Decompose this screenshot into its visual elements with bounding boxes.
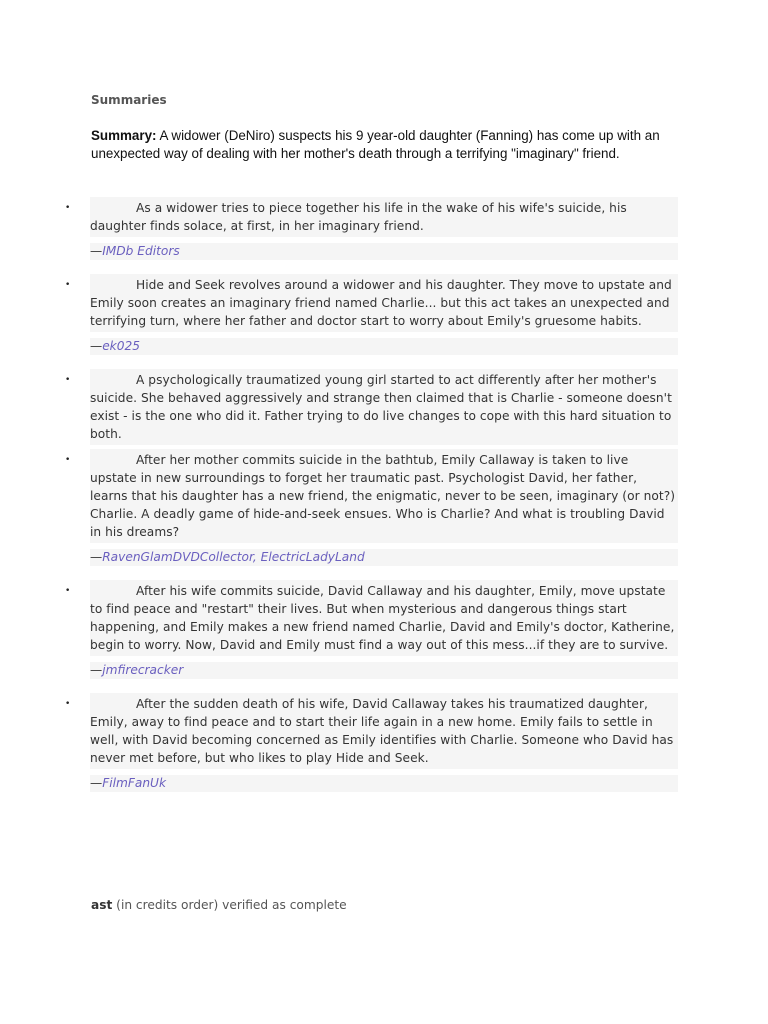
bullet-icon: •	[65, 699, 71, 709]
author-dash: —	[90, 776, 103, 790]
list-item	[0, 693, 768, 792]
list-item	[0, 369, 768, 445]
author-link[interactable]: FilmFanUk	[102, 776, 167, 790]
summary-paragraph-text: After her mother commits suicide in the bathtub, Emily Callaway is taken to live upstate in new surroundings to forget her traumatic past. Psychologist David, her father, learns that his daughter has a new friend, the enigmatic, never to be seen, imaginary (or not?) Charlie. A deadly game of hide-and-seek ensues. Who is Charlie? And what is troubling David in his dreams?	[90, 453, 676, 539]
summary-lead	[91, 127, 681, 162]
author-credit	[90, 338, 678, 355]
bullet-icon: •	[65, 203, 71, 213]
summary-paragraph	[90, 449, 678, 543]
bullet-icon: •	[65, 280, 71, 290]
summary-paragraph	[90, 197, 678, 237]
author-credit	[90, 662, 678, 679]
cast-heading	[91, 898, 347, 912]
author-credit	[90, 243, 678, 260]
summary-paragraph-text: After the sudden death of his wife, David Callaway takes his traumatized daughter, Emily, away to find peace and to start their life again in a new home. Emily fails to settle in well, with David becoming concerned as Emily identifies with Charlie. Someone who David has never met before, but who likes to play Hide and Seek.	[90, 697, 674, 765]
cast-heading-bold: ast	[91, 898, 113, 912]
bullet-icon: •	[65, 375, 71, 385]
author-dash: —	[90, 339, 103, 353]
author-link[interactable]: RavenGlamDVDCollector, ElectricLadyLand	[102, 550, 365, 564]
summaries-list	[0, 197, 768, 792]
cast-heading-note: (in credits order) verified as complete	[112, 898, 347, 912]
author-dash: —	[90, 663, 103, 677]
summary-paragraph	[90, 369, 678, 445]
list-item	[0, 580, 768, 679]
summary-paragraph-text: After his wife commits suicide, David Callaway and his daughter, Emily, move upstate to find peace and "restart" their lives. But when mysterious and dangerous things start happening, and Emily makes a new friend named Charlie, David and Emily's doctor, Katherine, begin to worry. Now, David and Emily must find a way out of this mess...if they are to survive.	[90, 584, 675, 652]
summary-paragraph-text: As a widower tries to piece together his life in the wake of his wife's suicide, his daughter finds solace, at first, in her imaginary friend.	[90, 201, 627, 233]
author-dash: —	[90, 550, 103, 564]
summary-text: A widower (DeNiro) suspects his 9 year-old daughter (Fanning) has come up with an unexpected way of dealing with her mother's death through a terrifying "imaginary" friend.	[91, 128, 660, 161]
summary-paragraph	[90, 274, 678, 332]
author-credit	[90, 775, 678, 792]
list-item	[0, 197, 768, 260]
summary-paragraph-text: A psychologically traumatized young girl started to act differently after her mother's suicide. She behaved aggressively and strange then claimed that is Charlie - someone doesn't exist - is the one who did it. Father trying to do live changes to cope with this hard situation to both.	[90, 373, 672, 441]
list-item	[0, 274, 768, 355]
summary-paragraph	[90, 693, 678, 769]
bullet-icon: •	[65, 586, 71, 596]
list-item	[0, 449, 768, 566]
summary-paragraph	[90, 580, 678, 656]
bullet-icon: •	[65, 455, 71, 465]
author-link[interactable]: ek025	[102, 339, 141, 353]
author-link[interactable]: jmfirecracker	[102, 663, 184, 677]
author-credit	[90, 549, 678, 566]
section-heading-summaries: Summaries	[91, 93, 167, 107]
summary-paragraph-text: Hide and Seek revolves around a widower and his daughter. They move to upstate and Emily soon creates an imaginary friend named Charlie... but this act takes an unexpected and terrifying turn, where her father and doctor start to worry about Emily's gruesome habits.	[90, 278, 672, 328]
summary-label: Summary:	[91, 128, 157, 143]
author-link[interactable]: IMDb Editors	[102, 244, 180, 258]
author-dash: —	[90, 244, 103, 258]
